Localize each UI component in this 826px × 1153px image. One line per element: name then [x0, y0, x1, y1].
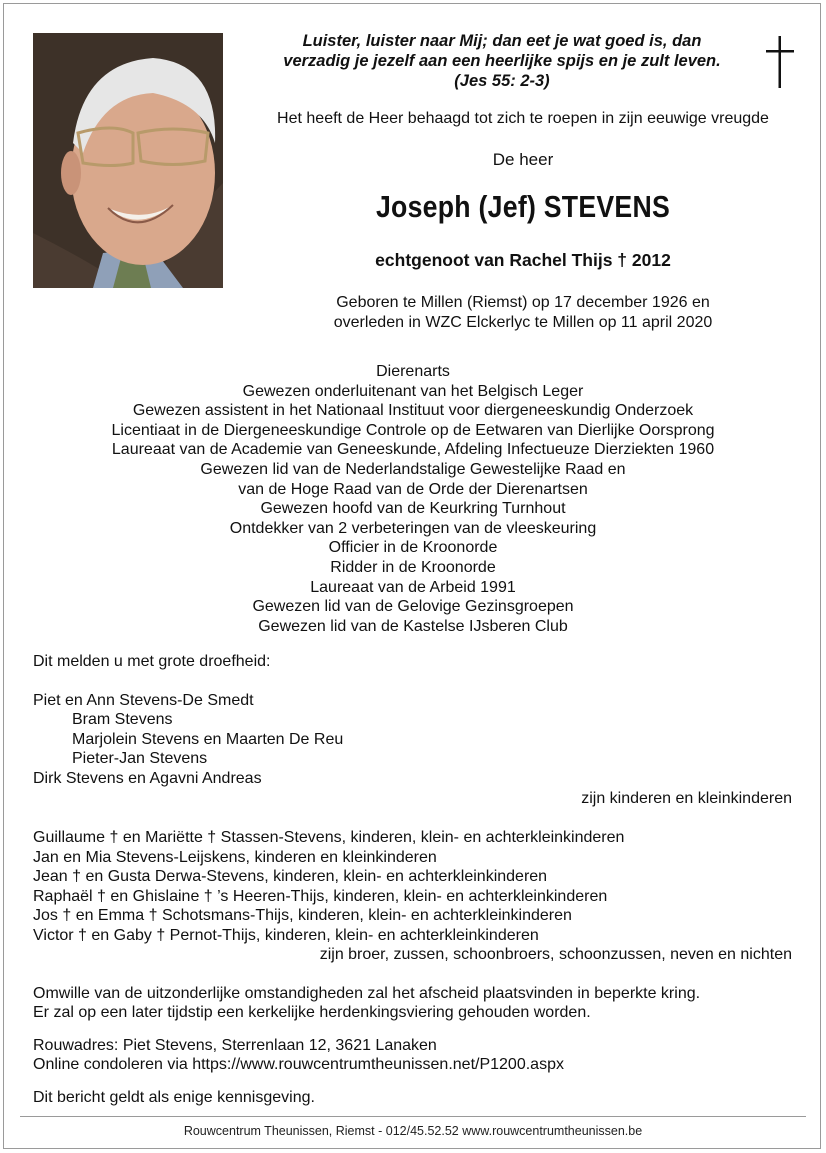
- sibling-line: Jan en Mia Stevens-Leijskens, kinderen en kleinkinderen: [33, 849, 437, 866]
- announcement: Dit melden u met grote droefheid:: [33, 653, 271, 670]
- career-item: Gewezen lid van de Gelovige Gezinsgroepen: [252, 598, 574, 616]
- verse-line-1: Luister, luister naar Mij; dan eet je wat goed is, dan: [302, 32, 702, 50]
- online-condolence-link: Online condoleren via https://www.rouwcentrumtheunissen.net/P1200.aspx: [33, 1056, 564, 1073]
- career-item: van de Hoge Raad van de Orde der Dierenartsen: [238, 480, 588, 498]
- notice-line: Omwille van de uitzonderlijke omstandigheden zal het afscheid plaatsvinden in beperkte kring.: [33, 985, 701, 1002]
- birth-death-details: [228, 293, 818, 333]
- sibling-line: Raphaël † en Ghislaine † ’s Heeren-Thijs, kinderen, klein- en achterkleinkinderen: [33, 888, 608, 905]
- career-list: [0, 362, 826, 636]
- deceased-name: Joseph (Jef) STEVENS: [375, 189, 671, 224]
- sibling-line: Guillaume † en Mariëtte † Stassen-Stevens, kinderen, klein- en achterkleinkinderen: [33, 829, 625, 846]
- family-grandchild: Bram Stevens: [72, 711, 173, 728]
- death-line: overleden in WZC Elckerlyc te Millen op 11 april 2020: [333, 314, 713, 331]
- career-item: Gewezen lid van de Nederlandstalige Gewestelijke Raad en: [200, 460, 626, 478]
- verse-line-2: verzadig je jezelf aan een heerlijke spijs en je zult leven.: [283, 52, 721, 70]
- career-item: Dierenarts: [376, 363, 450, 380]
- footer-funeral-home: Rouwcentrum Theunissen, Riemst - 012/45.52.52 www.rouwcentrumtheunissen.be: [183, 1124, 643, 1138]
- bible-verse: [232, 31, 772, 91]
- career-item: Gewezen lid van de Kastelse IJsberen Club: [258, 617, 568, 635]
- career-item: Ontdekker van 2 verbeteringen van de vleeskeuring: [229, 519, 597, 537]
- honorific: De heer: [492, 150, 554, 169]
- spouse-line: echtgenoot van Rachel Thijs † 2012: [375, 250, 671, 270]
- family-child: Piet en Ann Stevens-De Smedt: [33, 692, 254, 709]
- career-item: Laureaat van de Academie van Geneeskunde, Afdeling Infectueuze Dierziekten 1960: [111, 441, 715, 459]
- footer-divider: [20, 1116, 806, 1117]
- career-item: Gewezen onderluitenant van het Belgisch Leger: [242, 382, 584, 400]
- career-item: Ridder in de Kroonorde: [330, 558, 496, 576]
- sibling-line: Jean † en Gusta Derwa-Stevens, kinderen, klein- en achterkleinkinderen: [33, 868, 548, 885]
- mourning-address: Rouwadres: Piet Stevens, Sterrenlaan 12, 3621 Lanaken: [33, 1037, 437, 1054]
- children-caption: zijn kinderen en kleinkinderen: [581, 790, 792, 807]
- family-child: Dirk Stevens en Agavni Andreas: [33, 770, 262, 787]
- career-item: Officier in de Kroonorde: [328, 539, 498, 557]
- family-grandchild: Pieter-Jan Stevens: [72, 750, 208, 767]
- family-grandchild: Marjolein Stevens en Maarten De Reu: [72, 731, 344, 748]
- notice-line: Er zal op een later tijdstip een kerkelijke herdenkingsviering gehouden worden.: [33, 1004, 591, 1021]
- portrait-photo: [33, 33, 223, 288]
- sibling-line: Victor † en Gaby † Pernot-Thijs, kinderen, klein- en achterkleinkinderen: [33, 927, 539, 944]
- career-item: Gewezen hoofd van de Keurkring Turnhout: [260, 500, 566, 518]
- career-item: Laureaat van de Arbeid 1991: [310, 578, 516, 596]
- closing-note: Dit bericht geldt als enige kennisgeving.: [33, 1089, 315, 1106]
- sibling-line: Jos † en Emma † Schotsmans-Thijs, kinderen, klein- en achterkleinkinderen: [33, 907, 572, 924]
- verse-reference: (Jes 55: 2-3): [454, 72, 550, 90]
- career-item: Gewezen assistent in het Nationaal Instituut voor diergeneeskundig Onderzoek: [132, 402, 694, 420]
- career-item: Licentiaat in de Diergeneeskundige Controle op de Eetwaren van Dierlijke Oorsprong: [111, 421, 715, 439]
- intro-text: Het heeft de Heer behaagd tot zich te roepen in zijn eeuwige vreugde: [277, 110, 769, 127]
- siblings-caption: zijn broer, zussen, schoonbroers, schoonzussen, neven en nichten: [319, 946, 792, 963]
- birth-line: Geboren te Millen (Riemst) op 17 december 1926 en: [336, 294, 710, 311]
